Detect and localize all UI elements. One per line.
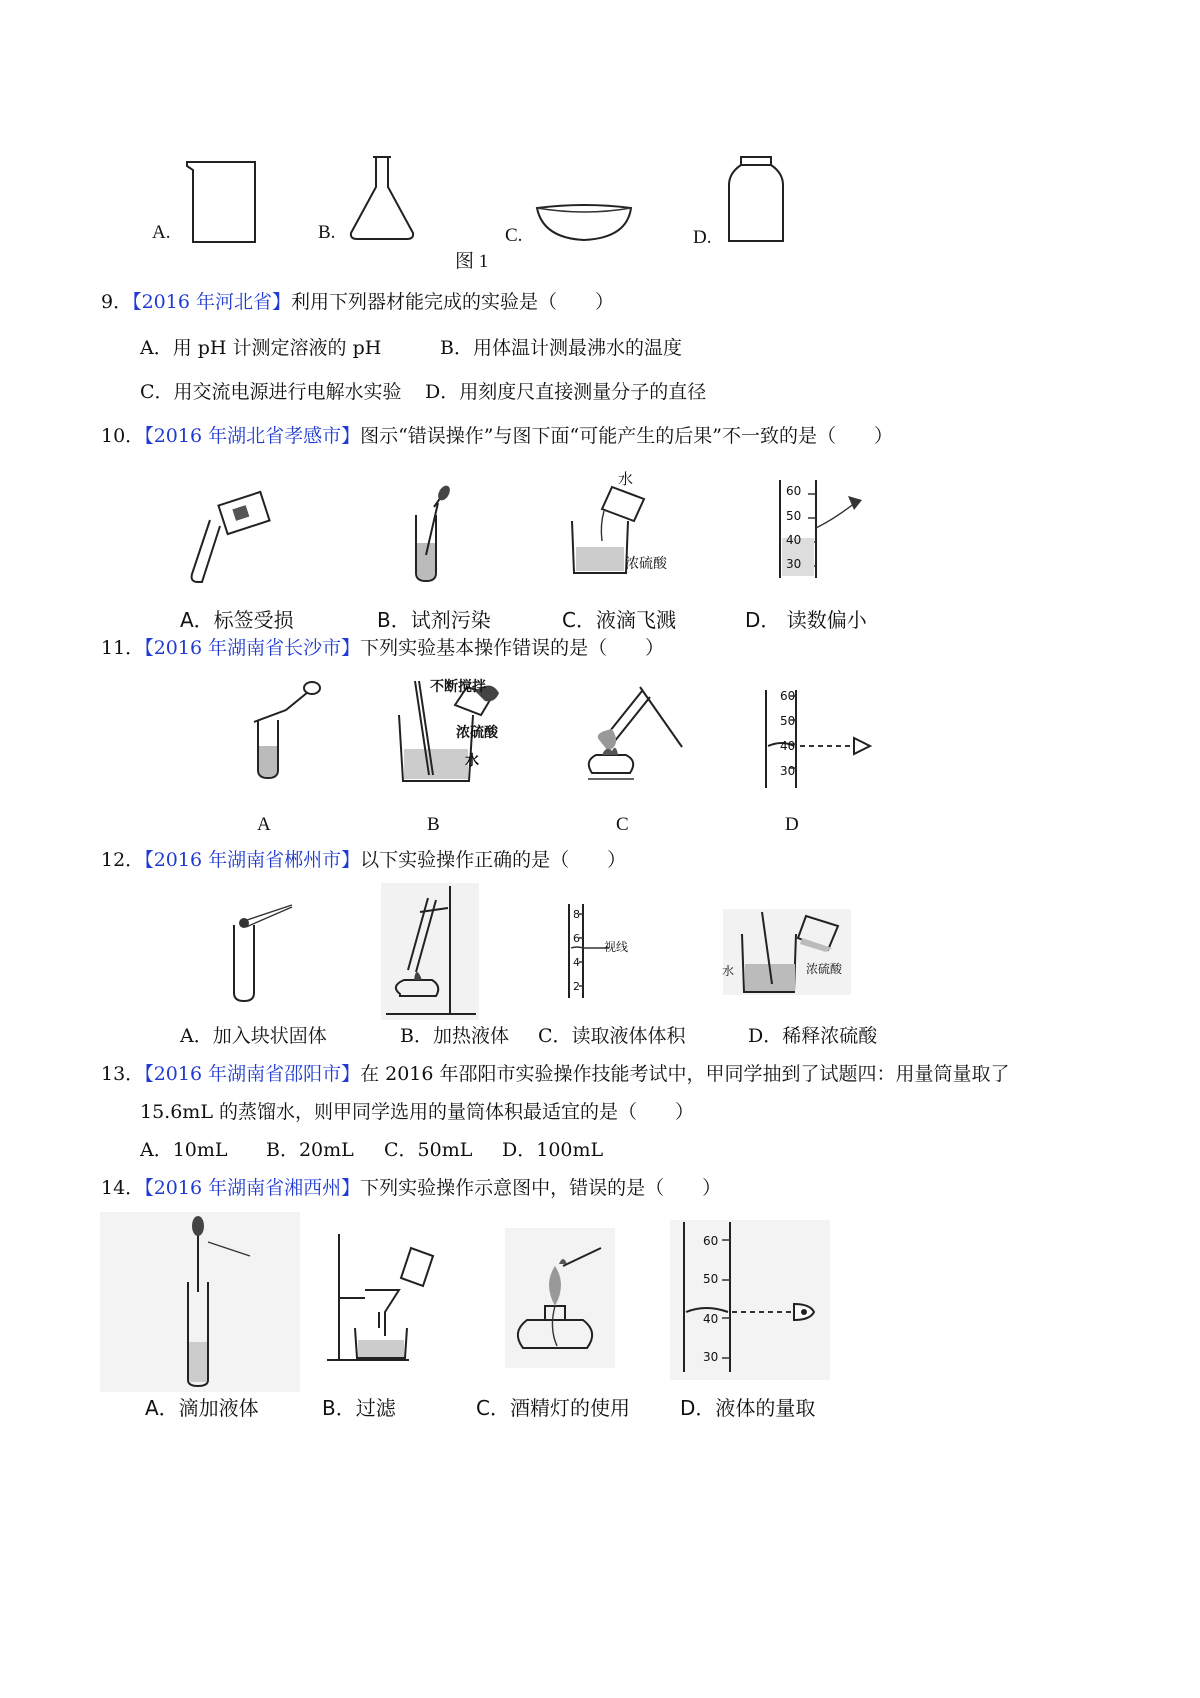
q10-scale-60: 60	[786, 484, 802, 498]
question-text: 在 2016 年邵阳市实验操作技能考试中，甲同学抽到了试题四：用量筒量取了	[360, 1063, 1010, 1085]
question-source: 【2016 年湖南省邵阳市】	[144, 1063, 361, 1085]
evaporating-dish-icon	[535, 200, 635, 250]
q12-scale-8: 8	[573, 908, 580, 921]
question-11-stem	[101, 636, 664, 660]
question-number: 13．	[101, 1063, 145, 1085]
q12-acid-label: 浓硫酸	[806, 962, 843, 976]
q12-scale-2: 2	[573, 980, 580, 993]
dropper-in-tube-icon	[408, 485, 458, 585]
q11-acid-label: 浓硫酸	[456, 725, 498, 741]
q11-caption-c: C	[616, 814, 629, 835]
q10-caption-a: A．标签受损	[180, 608, 294, 632]
q9-option-d: D．用刻度尺直接测量分子的直径	[425, 381, 707, 403]
q12-scale-6: 6	[573, 932, 580, 945]
q11-caption-a: A	[257, 814, 271, 835]
question-number: 9．	[101, 291, 133, 313]
q14-caption-a: A．滴加液体	[145, 1396, 259, 1420]
question-9-stem	[101, 290, 614, 314]
q11-caption-d: D	[785, 814, 799, 835]
question-number: 12．	[101, 849, 145, 871]
question-14-stem	[101, 1176, 721, 1200]
q14-scale-60: 60	[703, 1234, 719, 1248]
fig1-caption: 图 1	[455, 251, 489, 272]
q12-caption-b: B．加热液体	[400, 1025, 509, 1047]
q11-scale-60: 60	[780, 689, 796, 703]
q14-scale-40: 40	[703, 1312, 719, 1326]
question-source: 【2016 年湖南省长沙市】	[144, 637, 361, 659]
question-13-stem-line2: 15.6mL 的蒸馏水，则甲同学选用的量筒体积最适宜的是（ ）	[140, 1101, 694, 1123]
fig1-label-c: C.	[505, 225, 523, 246]
q14-caption-b: B．过滤	[322, 1396, 396, 1420]
q14-scale-50: 50	[703, 1272, 719, 1286]
q11-scale-30: 30	[780, 764, 796, 778]
question-number: 11．	[101, 637, 145, 659]
heating-on-stand-icon	[380, 882, 480, 1022]
question-number: 10．	[101, 425, 145, 447]
fig1-label-d: D.	[693, 227, 712, 248]
diluting-acid-beaker-icon	[722, 908, 852, 998]
q13-option-a: A．10mL	[140, 1139, 228, 1161]
pouring-reagent-icon	[182, 490, 282, 585]
question-13-stem	[101, 1062, 1010, 1086]
question-text: 下列实验基本操作错误的是（ ）	[360, 637, 665, 659]
question-text: 以下实验操作正确的是（ ）	[360, 849, 627, 871]
q10-scale-30: 30	[786, 557, 802, 571]
q12-caption-d: D．稀释浓硫酸	[748, 1025, 878, 1047]
q10-caption-b: B．试剂污染	[377, 608, 491, 632]
q11-caption-b: B	[427, 814, 440, 835]
question-text: 下列实验操作示意图中，错误的是（ ）	[360, 1177, 722, 1199]
graduated-cylinder-icon	[670, 1220, 830, 1380]
fig1-label-b: B.	[318, 222, 336, 243]
question-source: 【2016 年湖南省湘西州】	[144, 1177, 361, 1199]
question-source: 【2016 年湖北省孝感市】	[144, 425, 361, 447]
q12-caption-c: C．读取液体体积	[538, 1025, 686, 1047]
q12-scale-4: 4	[573, 956, 580, 969]
q13-option-b: B．20mL	[266, 1139, 354, 1161]
q13-option-d: D．100mL	[502, 1139, 604, 1161]
question-source: 【2016 年湖南省郴州市】	[144, 849, 361, 871]
q11-scale-40: 40	[780, 739, 796, 753]
fig1-label-a: A.	[152, 222, 171, 243]
q10-scale-50: 50	[786, 509, 802, 523]
filtration-setup-icon	[325, 1228, 435, 1368]
q11-water-label: 水	[465, 753, 479, 769]
question-number: 14．	[101, 1177, 145, 1199]
q13-option-c: C．50mL	[384, 1139, 473, 1161]
q10-caption-c: C．液滴飞溅	[562, 608, 676, 632]
q10-caption-d: D． 读数偏小	[745, 608, 867, 632]
q14-caption-d: D．液体的量取	[680, 1396, 816, 1420]
dropper-into-tube-icon	[100, 1212, 300, 1392]
reagent-bottle-icon	[725, 155, 795, 250]
beaker-icon	[185, 160, 265, 250]
q12-caption-a: A．加入块状固体	[180, 1025, 327, 1047]
q10-scale-40: 40	[786, 533, 802, 547]
heating-tube-icon	[582, 685, 692, 785]
conical-flask-icon	[345, 155, 425, 245]
q9-option-b: B．用体温计测最沸水的温度	[440, 337, 682, 359]
q10-water-label: 水	[618, 470, 634, 488]
alcohol-lamp-icon	[505, 1228, 615, 1368]
q12-water-label: 水	[722, 964, 735, 978]
question-source: 【2016 年河北省】	[132, 291, 291, 313]
spoon-in-tube-icon	[246, 680, 326, 780]
q14-scale-30: 30	[703, 1350, 719, 1364]
question-10-stem	[101, 424, 893, 448]
q12-sight-label: 视线	[604, 940, 629, 954]
q14-caption-c: C．酒精灯的使用	[476, 1396, 630, 1420]
q9-option-a: A．用 pH 计测定溶液的 pH	[140, 337, 382, 359]
question-12-stem	[101, 848, 626, 872]
tube-with-tweezers-icon	[228, 903, 308, 1003]
q11-stir-label: 不断搅拌	[430, 679, 486, 695]
q10-acid-label: 浓硫酸	[625, 556, 667, 572]
q9-option-c: C．用交流电源进行电解水实验	[140, 381, 402, 403]
question-text: 利用下列器材能完成的实验是（ ）	[291, 291, 615, 313]
question-text: 图示“错误操作”与图下面“可能产生的后果”不一致的是（ ）	[360, 425, 893, 447]
q11-scale-50: 50	[780, 714, 796, 728]
